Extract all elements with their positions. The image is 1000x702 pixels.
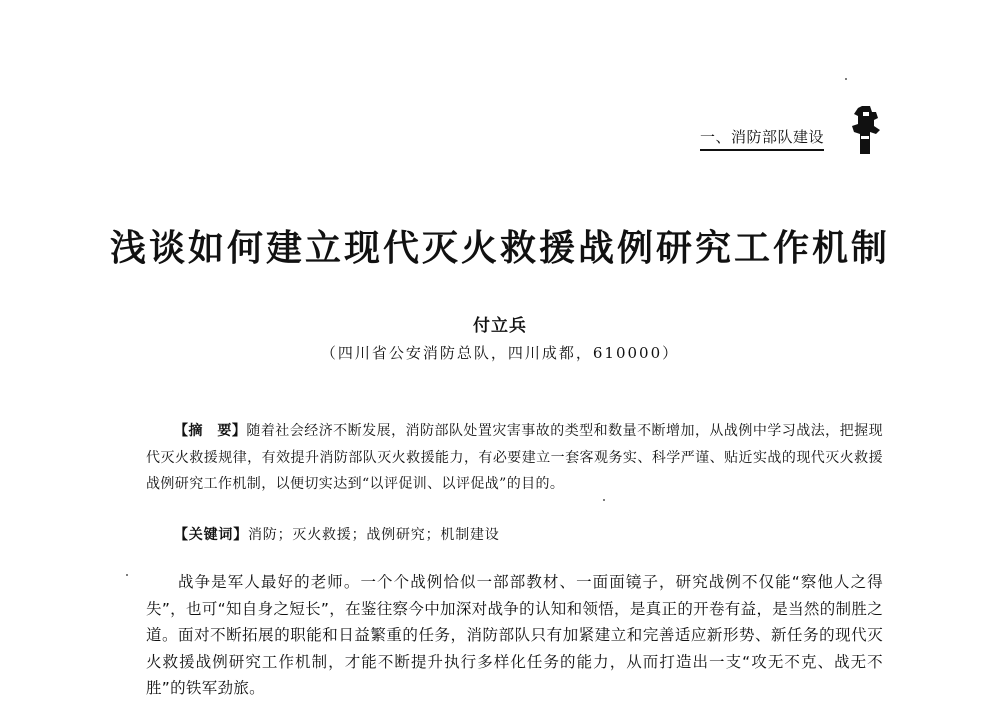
author-affiliation: （四川省公安消防总队，四川成都，610000） — [320, 344, 680, 362]
scan-speck — [845, 78, 847, 80]
abstract-paragraph — [146, 418, 883, 498]
abstract-text: 随着社会经济不断发展，消防部队处置灾害事故的类型和数量不断增加，从战例中学习战法，把握现代灭火救援规律，有效提升消防部队灭火救援能力，有必要建立一套客观务实、科学严谨、贴近实战的现代灭火救援战例研究工作机制，以便切实达到“以评促训、以评促战”的目的。 — [146, 423, 883, 492]
fire-brigade-logo-icon — [850, 104, 882, 156]
author-name: 付立兵 — [473, 316, 527, 336]
abstract-label: 【摘 要】 — [174, 423, 247, 439]
keywords-text: 消防；灭火救援；战例研究；机制建设 — [248, 527, 500, 543]
keywords-line — [174, 524, 884, 544]
article-title: 浅谈如何建立现代灭火救援战例研究工作机制 — [109, 227, 890, 269]
body-paragraph: 战争是军人最好的老师。一个个战例恰似一部部教材、一面面镜子，研究战例不仅能“察他人之得失”，也可“知自身之短长”，在鉴往察今中加深对战争的认知和领悟，是真正的开卷有益，是当然的制胜之道。面对不断拓展的职能和日益繁重的任务，消防部队只有加紧建立和完善适应新形势、新任务的现代灭火救援战例研究工作机制，才能不断提升执行多样化任务的能力，从而打造出一支“攻无不克、战无不胜”的铁军劲旅。 — [146, 573, 883, 697]
keywords-label: 【关键词】 — [174, 527, 248, 543]
scan-speck — [126, 574, 128, 576]
section-header: 一、消防部队建设 — [700, 126, 824, 151]
scan-speck — [603, 499, 605, 501]
